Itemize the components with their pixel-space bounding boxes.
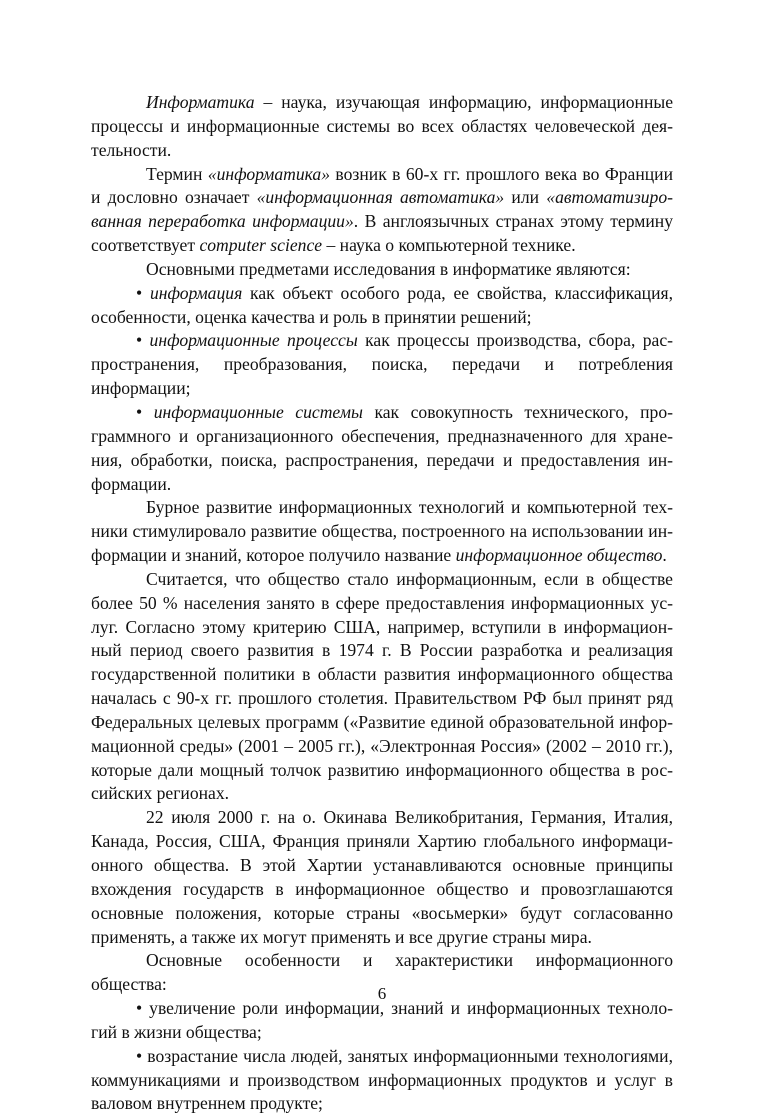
text-run: . В англоязычных странах этому термину соответствует (91, 211, 673, 256)
paragraph (91, 568, 673, 806)
bullet-item (91, 997, 673, 1045)
page-body (91, 91, 673, 1116)
text-run: Основные особенности и характеристики информационного общества: (91, 950, 673, 995)
paragraph (91, 91, 673, 163)
text-run: • увеличение роли информации, знаний и информационных технологий в жизни общества; (91, 998, 673, 1042)
text-run: как процессы производства, сбора, распространения, преобразования, поиска, передачи и потребления информации; (91, 330, 674, 399)
text-run: Основными предметами исследования в информатике являются: (146, 258, 631, 279)
italic-term: информация (149, 282, 243, 303)
paragraph (91, 806, 673, 949)
bullet-item (91, 1045, 673, 1116)
italic-term: информационные системы (153, 401, 363, 422)
text-run: – наука, изучающая информацию, информационные процессы и информационные системы во всех областях человеческой деятельности. (91, 92, 673, 160)
text-run: • возрастание числа людей, занятых информационными технологиями, коммуникациями и производством информационных продуктов и услуг в валовом внутреннем продукте; (91, 1045, 673, 1114)
text-run: Термин (146, 163, 208, 184)
italic-term: «автоматизированная переработка информации» (91, 187, 673, 232)
paragraph (91, 258, 673, 282)
italic-term: computer science (199, 235, 323, 256)
page-number: 6 (377, 984, 387, 1003)
text-run: как объект особого рода, ее свойства, классификация, особенности, оценка качества и роль в принятии решений; (91, 282, 674, 327)
italic-term: «информатика» (207, 163, 331, 184)
text-run: Бурное развитие информационных технологий и компьютерной техники стимулировало развитие общества, построенного на использовании информации и знаний, которое получило название (91, 497, 673, 566)
text-run: • (136, 401, 154, 422)
paragraph (91, 496, 673, 568)
text-run: 22 июля 2000 г. на о. Окинава Великобритания, Германия, Италия, Канада, Россия, США, Франция приняли Хартию глобального информационного общества. В этой Хартии устанавливаются основные принципы вхождения государств в информационное общество и провозглашаются основные положения, которые страны «восьмерки» будут согласованно применять, а также их могут применять и все другие страны мира. (91, 807, 673, 947)
italic-term: информационное общество (455, 545, 663, 566)
italic-term: «информационная автоматика» (256, 187, 505, 208)
bullet-item (91, 329, 673, 401)
text-run: . (662, 545, 667, 566)
italic-term: информационные процессы (149, 330, 358, 351)
text-run: возник в 60-х гг. прошлого века во Франции и дословно означает (91, 163, 673, 208)
bullet-item (91, 401, 673, 496)
text-run: Считается, что общество стало информационным, если в обществе более 50 % населения занято в сфере предоставления информационных услуг. Согласно этому критерию США, например, вступили в информационный период своего развития в 1974 г. В России разработка и реализация государственной политики в области развития информационного общества началась с 90-х гг. прошлого столетия. Правительством РФ был принят ряд Федеральных целевых программ («Развитие единой образовательной информационной среды» (2001 – 2005 гг.), «Электронная Россия» (2002 – 2010 гг.), которые дали мощный толчок развитию информационного общества в российских регионах. (91, 568, 673, 804)
text-run: • (136, 330, 150, 351)
text-run: как совокупность технического, программного и организационного обеспечения, предназначенного для хранения, обработки, поиска, распространения, передачи и предоставления информации. (91, 401, 673, 494)
bullet-item (91, 282, 673, 330)
text-run: или (504, 187, 547, 208)
text-run: • (136, 282, 150, 303)
paragraph (91, 163, 673, 258)
italic-term: Информатика (146, 92, 255, 112)
text-run: – наука о компьютерной технике. (322, 235, 576, 256)
